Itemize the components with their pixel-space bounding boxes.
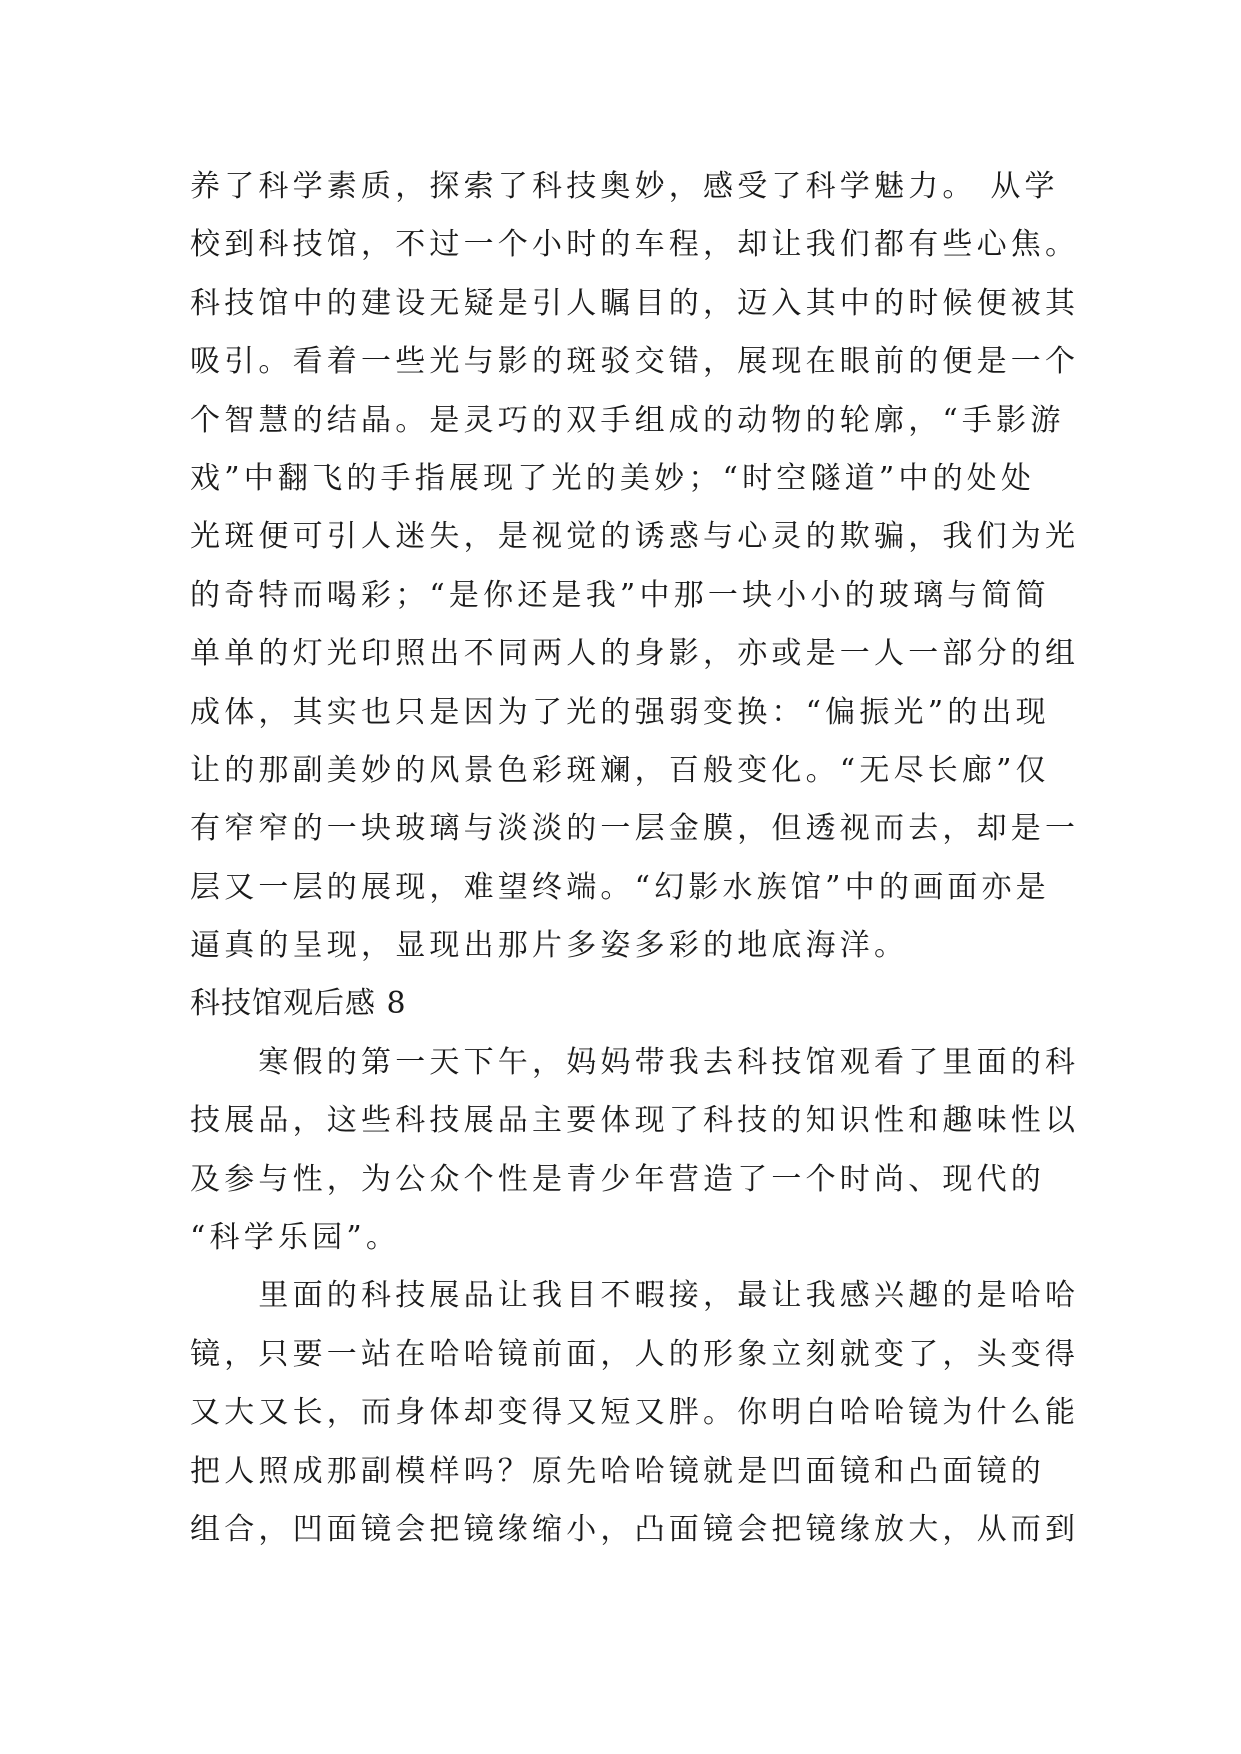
text-line: 戏”中翻飞的手指展现了光的美妙；“时空隧道”中的处处 xyxy=(190,460,1036,496)
text-line: 单单的灯光印照出不同两人的身影，亦或是一人一部分的组 xyxy=(190,636,1080,672)
text-line: “科学乐园”。 xyxy=(190,1220,401,1256)
text-line: 科技馆中的建设无疑是引人瞩目的，迈入其中的时候便被其 xyxy=(190,285,1080,321)
section-heading: 科技馆观后感 8 xyxy=(190,986,407,1022)
text-line: 及参与性，为公众个性是青少年营造了一个时尚、现代的 xyxy=(190,1161,1045,1197)
text-line: 寒假的第一天下午，妈妈带我去科技馆观看了里面的科 xyxy=(190,1044,1080,1080)
text-line: 校到科技馆，不过一个小时的车程，却让我们都有些心焦。 xyxy=(190,227,1080,263)
text-line: 的奇特而喝彩；“是你还是我”中那一块小小的玻璃与简简 xyxy=(190,577,1050,613)
document-body xyxy=(190,158,1080,1559)
text-line: 层又一层的展现，难望终端。“幻影水族馆”中的画面亦是 xyxy=(190,869,1050,905)
text-line: 组合，凹面镜会把镜缘缩小，凸面镜会把镜缘放大，从而到 xyxy=(190,1511,1080,1547)
text-line: 里面的科技展品让我目不暇接，最让我感兴趣的是哈哈 xyxy=(190,1278,1080,1314)
text-line: 逼真的呈现，显现出那片多姿多彩的地底海洋。 xyxy=(190,928,909,964)
text-line: 把人照成那副模样吗？原先哈哈镜就是凹面镜和凸面镜的 xyxy=(190,1453,1045,1489)
text-line: 吸引。看着一些光与影的斑驳交错，展现在眼前的便是一个 xyxy=(190,344,1080,380)
text-line: 养了科学素质，探索了科技奥妙，感受了科学魅力。 从学 xyxy=(190,169,1059,204)
text-line: 镜，只要一站在哈哈镜前面，人的形象立刻就变了，头变得 xyxy=(190,1336,1080,1372)
text-line: 又大又长，而身体却变得又短又胖。你明白哈哈镜为什么能 xyxy=(190,1395,1080,1431)
text-line: 有窄窄的一块玻璃与淡淡的一层金膜，但透视而去，却是一 xyxy=(190,811,1080,847)
text-line: 技展品，这些科技展品主要体现了科技的知识性和趣味性以 xyxy=(190,1103,1080,1139)
text-line: 成体，其实也只是因为了光的强弱变换：“偏振光”的出现 xyxy=(190,694,1050,730)
text-line: 让的那副美妙的风景色彩斑斓，百般变化。“无尽长廊”仅 xyxy=(190,752,1050,788)
text-line: 光斑便可引人迷失，是视觉的诱惑与心灵的欺骗，我们为光 xyxy=(190,519,1080,555)
text-line: 个智慧的结晶。是灵巧的双手组成的动物的轮廓，“手影游 xyxy=(190,402,1065,438)
